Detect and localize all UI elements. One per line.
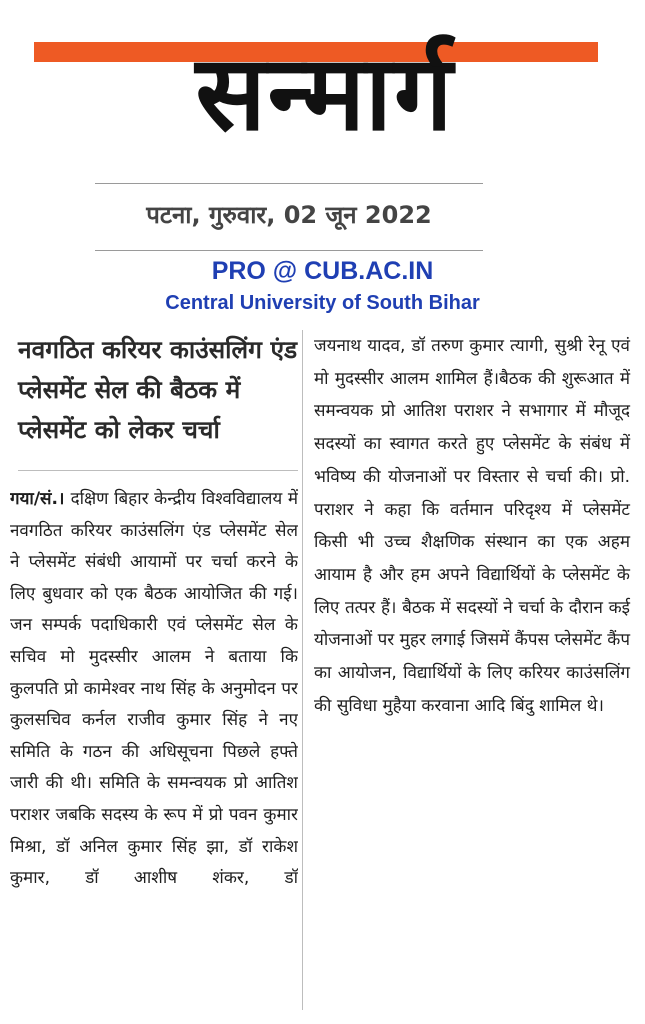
dateline-bottom-rule [95,250,483,251]
article-column-2: जयनाथ यादव, डॉ तरुण कुमार त्यागी, सुश्री रेनू एवं मो मुदस्सीर आलम शामिल हैं।बैठक की शुरूआत में समन्वयक प्रो आतिश पराशर ने सभागार में मौजूद सदस्यों का स्वागत करते हुए प्लेसमेंट के संबंध में भविष्य की योजनाओं पर विस्तार से चर्चा की। प्रो. पराशर ने कहा कि वर्तमान परिदृश्य में प्लेसमेंट किसी भी उच्च शैक्षणिक संस्थान का एक अहम आयाम है और हम अपने विद्यार्थियों के प्लेसमेंट के लिए तत्पर हैं। बैठक में सदस्यों ने चर्चा के दौरान कई योजनाओं पर मुहर लगाई जिसमें कैंपस प्लेसमेंट कैंप का आयोजन, विद्यार्थियों के लिए करियर काउंसलिंग की सुविधा मुहैया करवाना आदि बिंदु शामिल थे। [314,336,630,716]
article-body-col1: दक्षिण बिहार केन्द्रीय विश्वविद्यालय में नवगठित करियर काउंसलिंग एंड प्लेसमेंट सेल ने प्लेसमेंट संबंधी आयामों पर चर्चा करने के लिए बुधवार को एक बैठक आयोजित की गई। जन सम्पर्क पदाधिकारी एवं प्लेसमेंट सेल के सचिव मो मुदस्सीर आलम ने बताया कि कुलपति प्रो कामेश्वर नाथ सिंह के अनुमोदन पर कुलसचिव कर्नल राजीव कुमार सिंह ने नए समिति के गठन की अधिसूचना पिछले हफ्ते जारी की थी। समिति के समन्वयक प्रो आतिश पराशर जबकि सदस्य के रूप में प्रो पवन कुमार मिश्रा, डॉ अनिल कुमार सिंह झा, डॉ राकेश कुमार, डॉ आशीष शंकर, डॉ [10,489,298,889]
newspaper-masthead: सन्मार्ग [195,32,455,154]
dateline-top-rule [95,183,483,184]
article-headline: नवगठित करियर काउंसलिंग एंड प्लेसमेंट सेल की बैठक में प्लेसमेंट को लेकर चर्चा [18,335,298,444]
university-credit: Central University of South Bihar [165,292,480,314]
edition-dateline: पटना, गुरुवार, 02 जून 2022 [146,201,432,229]
column-divider [302,330,303,1010]
pro-credit: PRO @ CUB.AC.IN [211,257,434,285]
article-column-1 [10,484,298,1024]
article-dateline-lead: गया/सं.। [10,489,71,509]
headline-rule [18,470,298,471]
